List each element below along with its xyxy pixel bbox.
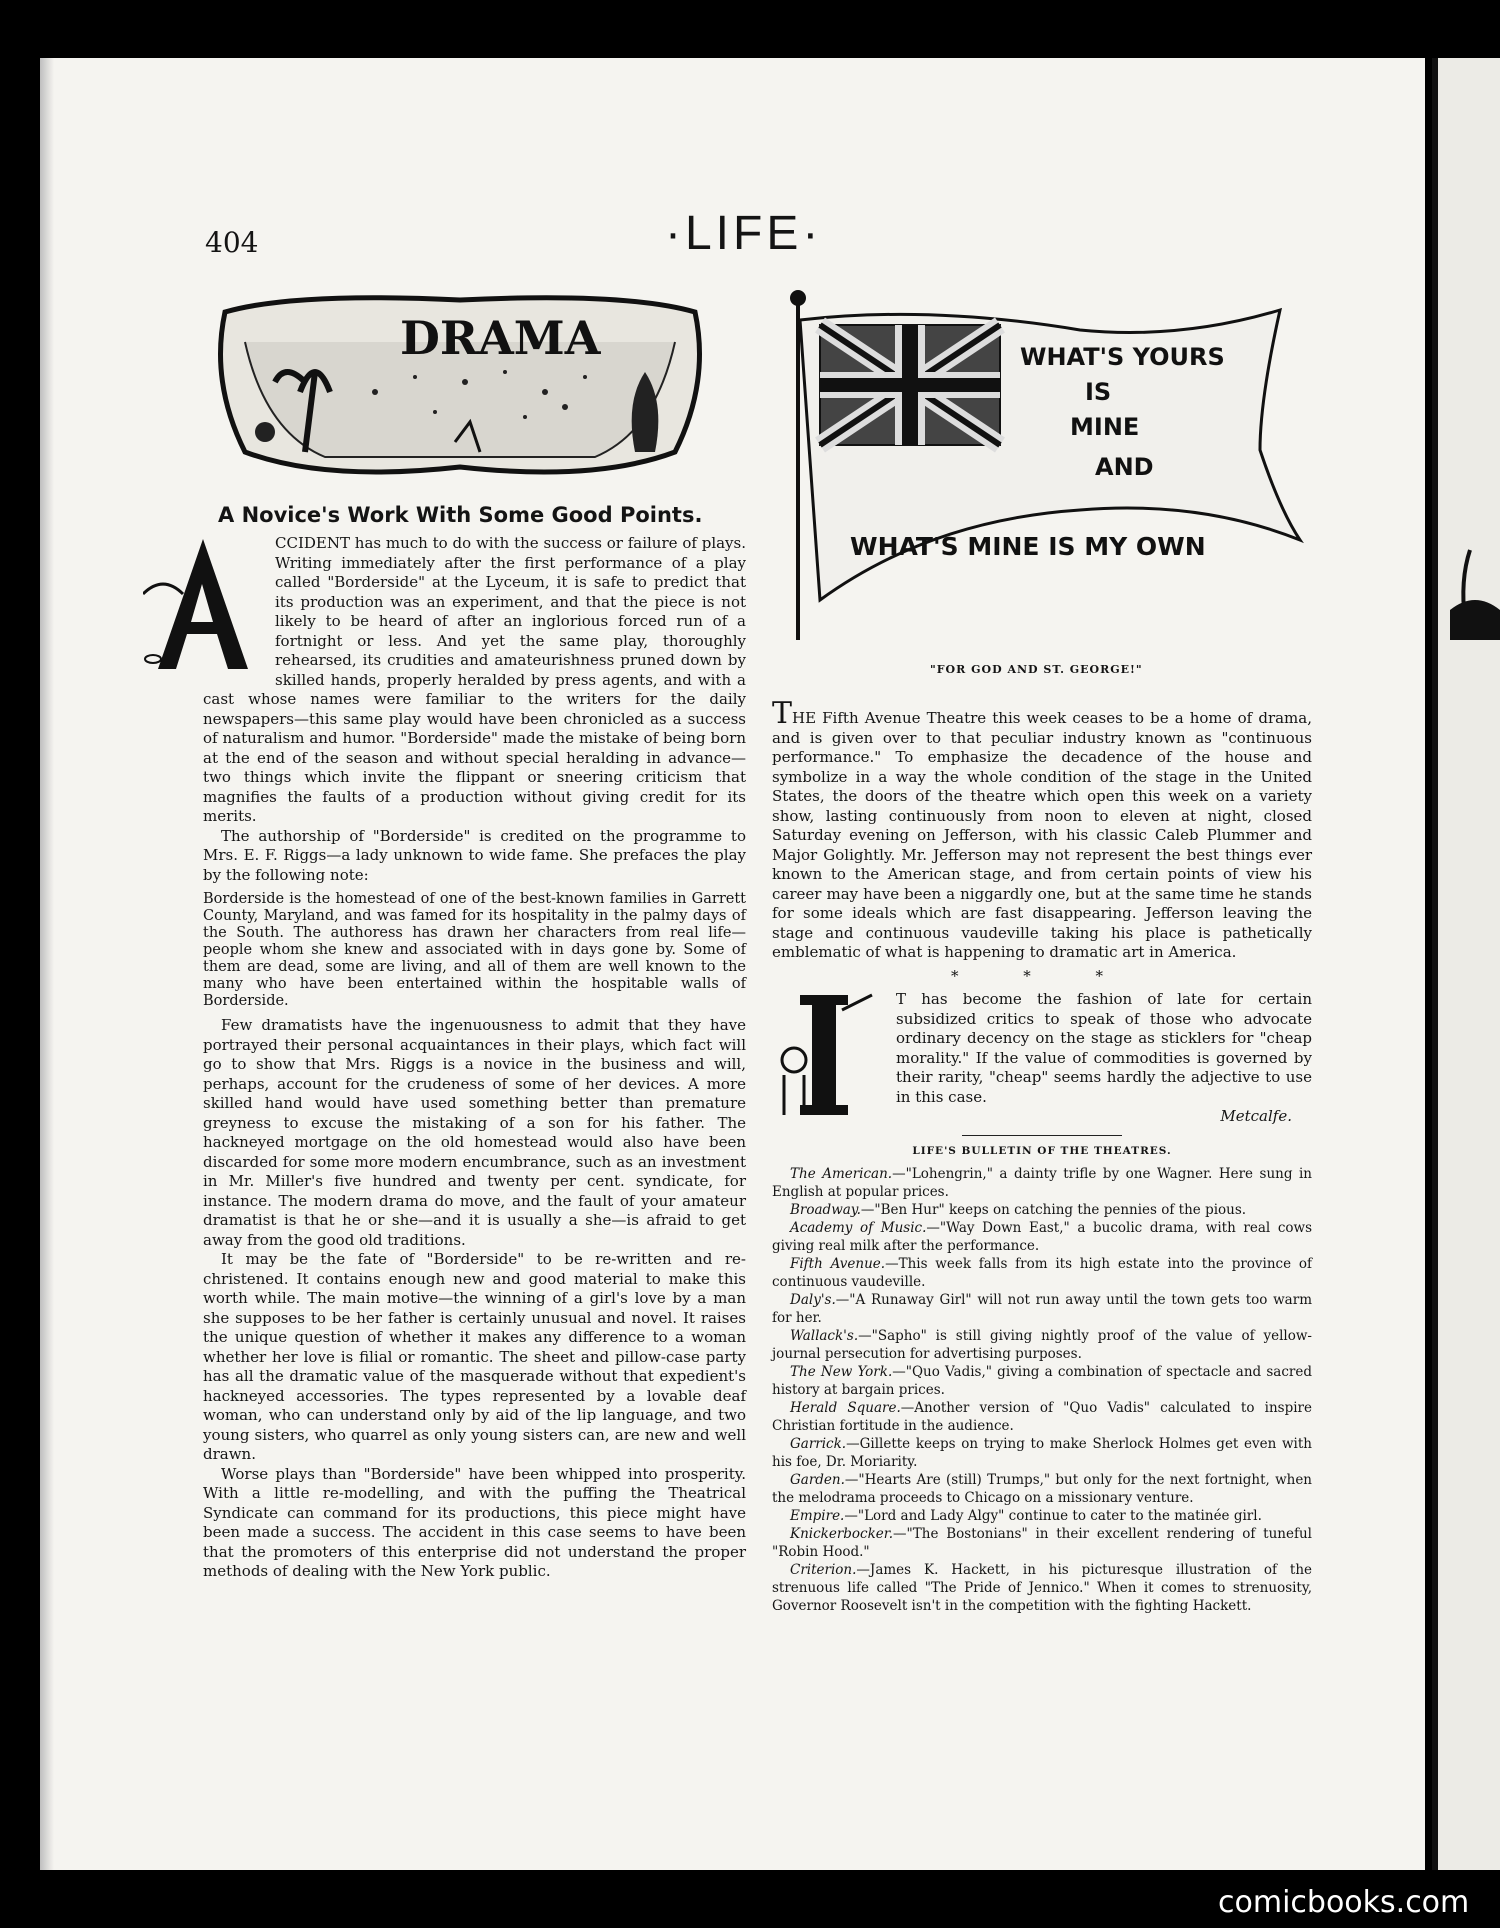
flag-caption: "FOR GOD AND ST. GEORGE!" [930,663,1143,676]
bulletin-title: LIFE'S BULLETIN OF THE THEATRES. [912,1144,1172,1157]
bulletin-text: —"Ben Hur" keeps on catching the pennies of the pious. [860,1202,1247,1218]
bulletin-entry [772,1525,1312,1561]
flag-line-4: AND [1095,453,1154,481]
bulletin-theatre: Garrick. [790,1436,847,1452]
drama-banner-illustration [205,282,715,482]
programme-note [203,891,746,1010]
bulletin-entry [772,1165,1312,1201]
flag-illustration [780,280,1310,650]
bulletin-theatre: Daly's. [790,1292,836,1308]
dropcap-i-art [772,990,882,1120]
bulletin-rule [962,1135,1122,1136]
bulletin-theatre: Wallack's. [790,1328,859,1344]
article2-dropcap: T [772,696,793,731]
bulletin-entry [772,1363,1312,1399]
flag-line-5: WHAT'S MINE IS MY OWN [850,532,1206,561]
bulletin-entry [772,1219,1312,1255]
bulletin-text: —"Quo Vadis," giving a combination of spectacle and sacred history at bargain prices. [772,1364,1312,1398]
flag-line-2: IS [1085,378,1112,406]
article3-body: T has become the fashion of late for certain subsidized critics to speak of those who advocate ordinary decency on the stage as sticklers for "cheap morality." If the value of commodities is governed by their rarity, "cheap" seems hardly the adjective to use in this case. [896,990,1312,1106]
bulletin-text: —"A Runaway Girl" will not run away until the town gets too warm for her. [772,1292,1312,1326]
bulletin-theatre: Empire. [790,1508,845,1524]
bulletin-text: —This week falls from its high estate into the province of continuous vaudeville. [772,1256,1313,1290]
dropcap-a-art [143,534,263,674]
programme-note-text: Borderside is the homestead of one of the best-known families in Garrett County, Maryland, and was famed for its hospitality in the palmy days of the South. The authoress has drawn her characters from real life—people whom she knew and associated with in days gone by. Some of them are dead, some are living, and all of them are well known to the many who have been entertained within the hospitable walls of Borderside. [203,891,746,1009]
facing-page-illustration-fragment [1450,520,1500,640]
left-column [203,534,746,1582]
bulletin-text: —"Way Down East," a bucolic drama, with real cows giving real milk after the performance. [772,1220,1313,1254]
bulletin-text: —Gillette keeps on trying to make Sherlock Holmes get even with his foe, Dr. Moriarity. [772,1436,1312,1470]
right-column [772,696,1313,1615]
bulletin-text: —"Lord and Lady Algy" continue to cater to the matinée girl. [844,1508,1262,1524]
bulletin-text: —"Lohengrin," a dainty trifle by one Wagner. Here sung in English at popular prices. [772,1166,1313,1200]
bulletin-text: —Another version of "Quo Vadis" calculated to inspire Christian fortitude in the audience. [772,1400,1312,1434]
bulletin-text: —James K. Hackett, in his picturesque illustration of the strenuous life called "The Pride of Jennico." When it comes to strenuosity, Governor Roosevelt isn't in the competition with the fighting Hackett. [772,1562,1312,1614]
article1-paragraph-2: The authorship of "Borderside" is credited on the programme to Mrs. E. F. Riggs—a lady unknown to wide fame. She prefaces the play by the following note: [203,826,746,884]
facing-page-edge [1432,58,1500,1870]
masthead-title: ·LIFE· [665,207,823,260]
page-binding-shadow [40,58,54,1870]
article1-paragraph-1: CCIDENT has much to do with the success or failure of plays. Writing immediately after the first performance of a play called "Borderside" at the Lyceum, it is safe to predict that its production was an experiment, and that the piece is not likely to be heard of after an inglorious forced run of a fortnight or less. And yet the same play, thoroughly rehearsed, its crudities and amateurishness pruned down by skilled hands, properly heralded by press agents, and with a cast whose names were familiar to the writers for the daily newspapers—this same play would have been chronicled as a success of naturalism and humor. "Borderside" made the mistake of being born at the end of the season and without special heralding in advance—two things which invite the flippant or sneering criticism that magnifies the faults of a production without giving credit for its merits. [203,534,746,825]
bulletin-theatre: Academy of Music. [790,1220,927,1236]
bulletin-entry [772,1399,1312,1435]
article-headline: A Novice's Work With Some Good Points. [218,503,703,527]
bulletin-theatre: The New York. [790,1364,893,1380]
article2-paragraph [772,696,1312,963]
flag-line-3: MINE [1070,413,1140,441]
bulletin-entry [772,1255,1312,1291]
bulletin-entry [772,1471,1312,1507]
bulletin-theatre: Broadway. [790,1202,861,1218]
bulletin-theatre: Garden. [790,1472,845,1488]
page-number: 404 [205,226,259,259]
bulletin-theatre: Fifth Avenue. [790,1256,886,1272]
flag-line-1: WHAT'S YOURS [1020,343,1225,371]
bulletin-entry [772,1435,1312,1471]
bulletin-text: —"Sapho" is still giving nightly proof of the value of yellow-journal persecution for advertising purposes. [772,1328,1312,1362]
bulletin-theatre: The American. [790,1166,893,1182]
article2-body: HE Fifth Avenue Theatre this week ceases to be a home of drama, and is given over to that peculiar industry known as "continuous performance." To emphasize the decadence of the house and symbolize in a way the whole condition of the stage in the United States, the doors of the theatre which open this week on a variety show, lasting continuously from noon to eleven at night, closed Saturday evening on Jefferson, with his classic Caleb Plummer and Major Golightly. Mr. Jefferson may not represent the best things ever known to the American stage, and from certain points of view his career may have been a niggardly one, but at the same time he stands for some ideals which are fast disappearing. Jefferson leaving the stage and continuous vaudeville taking his place is pathetically emblematic of what is happening to dramatic art in America. [772,709,1312,961]
bulletin-list [772,1165,1312,1615]
dropcap-a-illustration [143,534,263,674]
bulletin-theatre: Herald Square. [790,1400,901,1416]
bulletin-entry [772,1561,1312,1615]
article3-signature: Metcalfe. [1220,1107,1292,1125]
bulletin-text: —"Hearts Are (still) Trumps," but only for the next fortnight, when the melodrama proceeds to Chicago on a missionary venture. [772,1472,1312,1506]
article1-paragraph-5: Worse plays than "Borderside" have been whipped into prosperity. With a little re-modelling, and with the puffing the Theatrical Syndicate can command for its productions, this piece might have been made a success. The accident in this case seems to have been that the promoters of this enterprise did not understand the proper methods of dealing with the New York public. [203,1464,746,1580]
section-divider-stars: * * * [950,966,1134,985]
bulletin-entry [772,1201,1312,1219]
bulletin-theatre: Criterion. [790,1562,857,1578]
dropcap-i-illustration [772,990,882,1120]
bulletin-entry [772,1327,1312,1363]
drama-banner-lettering: DRAMA [400,311,601,365]
bulletin-theatre: Knickerbocker. [790,1526,894,1542]
article1-paragraph-3: Few dramatists have the ingenuousness to admit that they have portrayed their personal acquaintances in their plays, which fact will go to show that Mrs. Riggs is a novice in the business and will, perhaps, account for the crudeness of some of her devices. A more skilled hand would have used something better than premature greyness to excuse the mistaking of a son for his father. The hackneyed mortgage on the old homestead would also have been discarded for some more modern encumbrance, such as an investment in Mr. Miller's five hundred and twenty per cent. syndicate, for instance. The modern drama do move, and the fault of your amateur dramatist is that he or she—and it is usually a she—is afraid to get away from the good old traditions. [203,1016,746,1249]
bulletin-text: —"The Bostonians" in their excellent rendering of tuneful "Robin Hood." [772,1526,1312,1560]
bulletin-entry [772,1291,1312,1327]
article1-paragraph-4: It may be the fate of "Borderside" to be re-written and re-christened. It contains enough new and good material to make this worth while. The main motive—the winning of a girl's love by a man she supposes to be her father is certainly unusual and novel. It raises the unique question of whether it makes any difference to a woman whether her love is filial or romantic. The sheet and pillow-case party has all the dramatic value of the masquerade without that expedient's hackneyed accessories. The types represented by a lovable deaf woman, who can understand only by aid of the lip language, and two young sisters, who quarrel as only young sisters can, are new and well drawn. [203,1250,746,1463]
bulletin-entry [772,1507,1312,1525]
site-watermark: comicbooks.com [1218,1885,1470,1920]
